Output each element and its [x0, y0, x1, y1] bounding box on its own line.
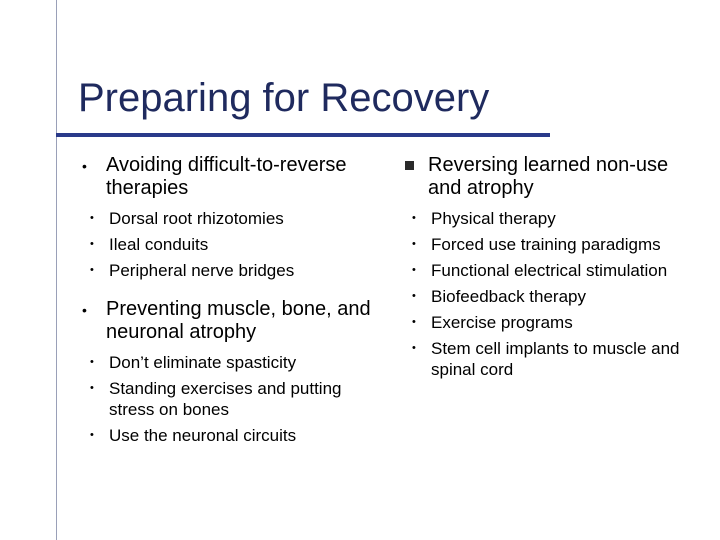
- bullet-dot-icon: •: [90, 212, 94, 224]
- sub-bullet-item: [400, 338, 700, 380]
- sub-bullet-item: [400, 260, 700, 281]
- bullet-item: [78, 154, 378, 200]
- bullet-dot-icon: •: [412, 290, 416, 302]
- bullet-item: [78, 298, 378, 344]
- bullet-dot-icon: •: [82, 302, 87, 318]
- sub-bullet-text: Peripheral nerve bridges: [109, 261, 295, 280]
- bullet-dot-icon: •: [90, 382, 94, 394]
- sub-bullet-text: Ileal conduits: [109, 235, 209, 254]
- sub-bullet-item: [400, 286, 700, 307]
- bullet-dot-icon: •: [412, 238, 416, 250]
- sub-bullet-text: Functional electrical stimulation: [431, 261, 668, 280]
- sub-bullet-list: [78, 352, 378, 446]
- right-column: [400, 150, 700, 385]
- bullet-dot-icon: •: [412, 212, 416, 224]
- sub-bullet-text: Dorsal root rhizotomies: [109, 209, 284, 228]
- left-column: [78, 150, 378, 451]
- sub-bullet-item: [78, 352, 378, 373]
- sub-bullet-item: [78, 260, 378, 281]
- square-bullet-icon: [405, 161, 414, 170]
- bullet-dot-icon: •: [82, 158, 87, 174]
- sub-bullet-text: Stem cell implants to muscle and spinal cord: [431, 339, 680, 379]
- left-vertical-rule: [56, 0, 57, 540]
- bullet-dot-icon: •: [412, 342, 416, 354]
- sub-bullet-text: Physical therapy: [431, 209, 556, 228]
- bullet-dot-icon: •: [412, 264, 416, 276]
- bullet-text: Avoiding difficult-to-reverse therapies: [106, 154, 347, 199]
- bullet-dot-icon: •: [90, 429, 94, 441]
- sub-bullet-item: [400, 208, 700, 229]
- bullet-dot-icon: •: [90, 264, 94, 276]
- sub-bullet-text: Exercise programs: [431, 313, 573, 332]
- sub-bullet-list: [78, 208, 378, 281]
- sub-bullet-text: Don’t eliminate spasticity: [109, 353, 297, 372]
- slide-title: Preparing for Recovery: [78, 76, 490, 120]
- bullet-dot-icon: •: [90, 356, 94, 368]
- sub-bullet-item: [78, 378, 378, 420]
- sub-bullet-item: [78, 425, 378, 446]
- bullet-text: Preventing muscle, bone, and neuronal atrophy: [106, 298, 371, 343]
- sub-bullet-item: [400, 312, 700, 333]
- sub-bullet-text: Standing exercises and putting stress on bones: [109, 379, 342, 419]
- sub-bullet-item: [78, 208, 378, 229]
- bullet-dot-icon: •: [90, 238, 94, 250]
- sub-bullet-item: [400, 234, 700, 255]
- sub-bullet-text: Forced use training paradigms: [431, 235, 661, 254]
- sub-bullet-list: [400, 208, 700, 380]
- bullet-item: [400, 154, 700, 200]
- bullet-dot-icon: •: [412, 316, 416, 328]
- sub-bullet-item: [78, 234, 378, 255]
- sub-bullet-text: Use the neuronal circuits: [109, 426, 297, 445]
- bullet-text: Reversing learned non-use and atrophy: [428, 154, 669, 199]
- title-underline: [56, 133, 550, 137]
- sub-bullet-text: Biofeedback therapy: [431, 287, 586, 306]
